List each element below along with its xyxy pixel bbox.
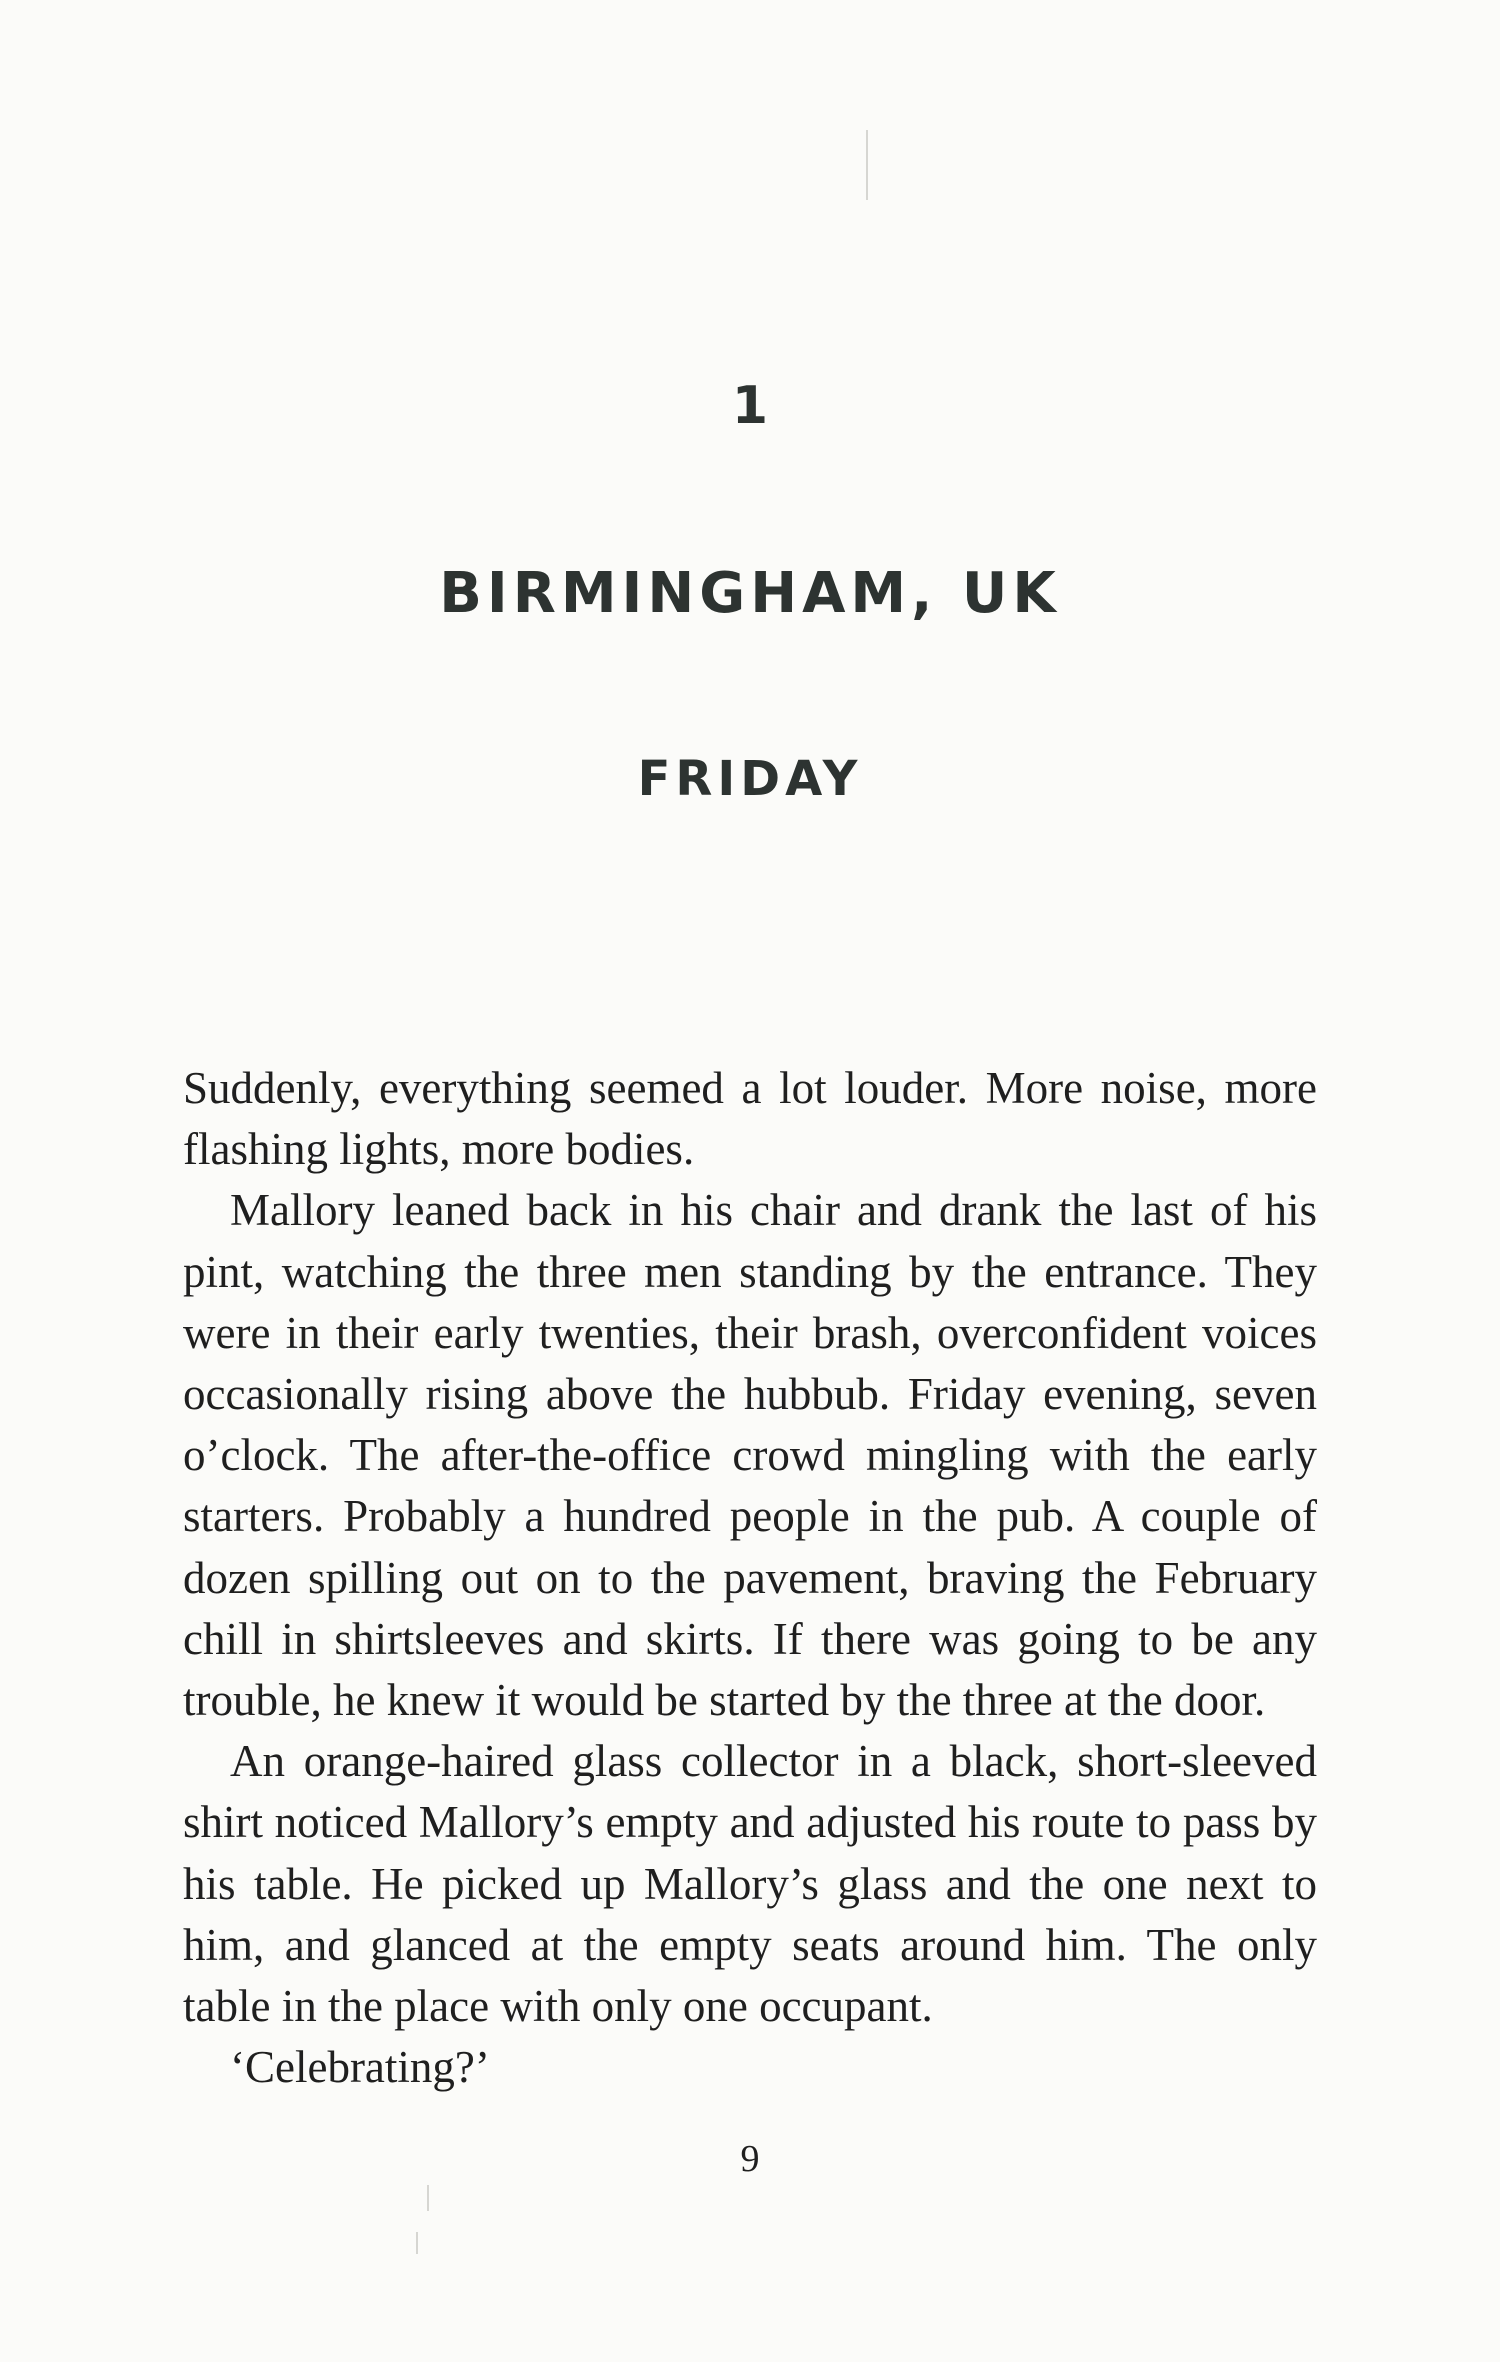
- chapter-location-heading: BIRMINGHAM, UK: [439, 561, 1061, 626]
- chapter-day-heading: FRIDAY: [637, 751, 863, 807]
- paragraph-1: Suddenly, everything seemed a lot louder. More noise, more flashing lights, more bodies.: [183, 1063, 1317, 1175]
- page-number: 9: [740, 2138, 760, 2180]
- chapter-number: 1: [731, 376, 769, 436]
- paragraph-3: An orange-haired glass collector in a black, short-sleeved shirt noticed Mallory’s empty and adjusted his route to pass by his table. He picked up Mallory’s glass and the one next to him, and glanced at the empty seats around him. The only table in the place with only one occupant.: [183, 1736, 1317, 2032]
- scan-speck: [416, 2232, 418, 2254]
- scan-speck: [427, 2185, 429, 2211]
- body-text: [183, 1058, 1317, 2098]
- scan-speck: [866, 130, 868, 200]
- paragraph-2: Mallory leaned back in his chair and drank the last of his pint, watching the three men standing by the entrance. They were in their early twenties, their brash, overconfident voices occasionally rising above the hubbub. Friday evening, seven o’clock. The after-the-office crowd mingling with the early starters. Probably a hundred people in the pub. A couple of dozen spilling out on to the pavement, braving the February chill in shirtsleeves and skirts. If there was going to be any trouble, he knew it would be started by the three at the door.: [183, 1185, 1317, 1726]
- paragraph-4: ‘Celebrating?’: [230, 2042, 490, 2093]
